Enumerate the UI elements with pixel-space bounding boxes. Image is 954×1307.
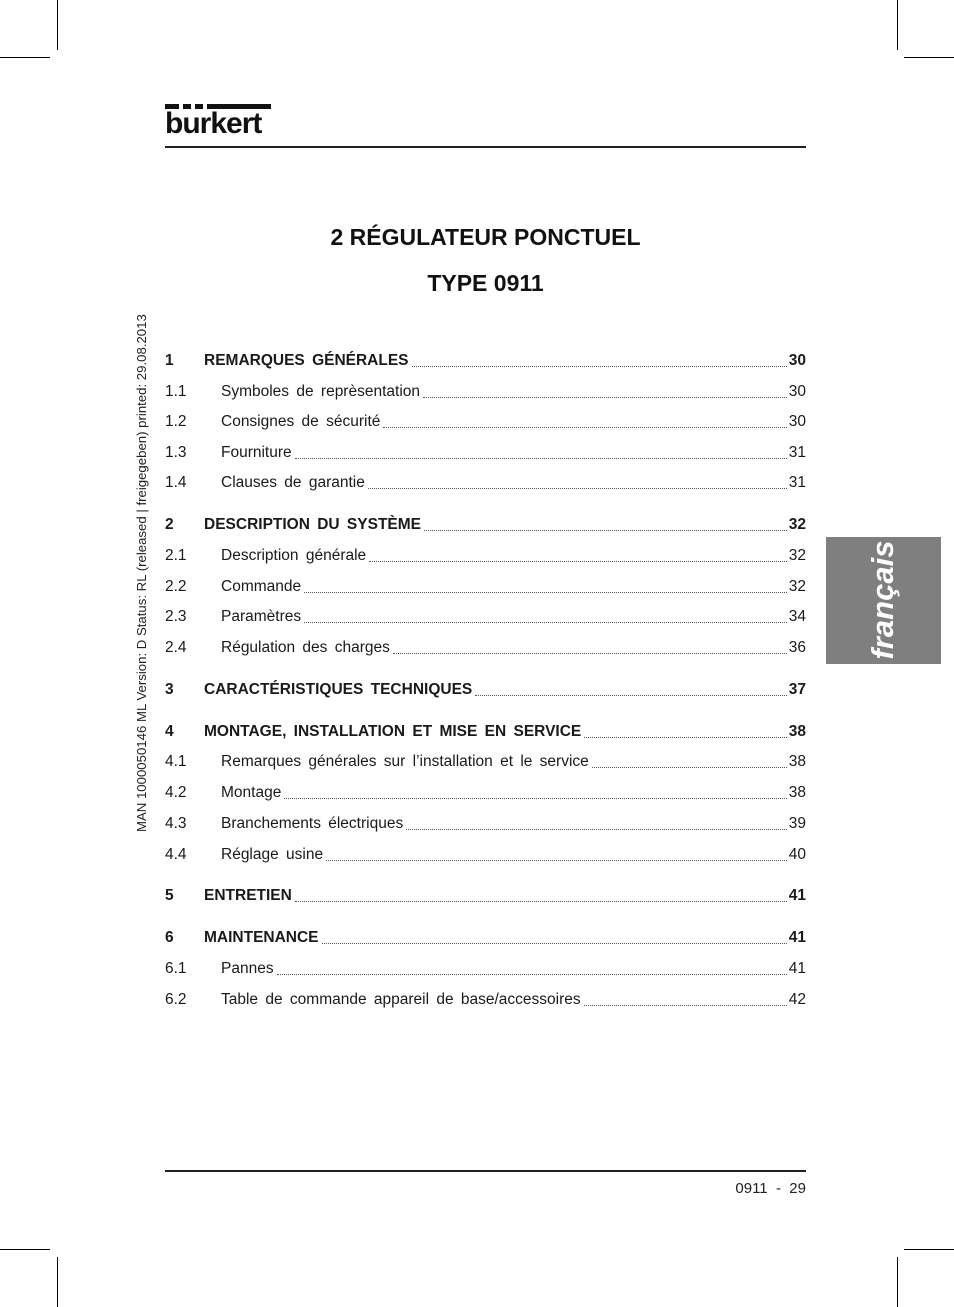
toc-leader-dots: [475, 694, 787, 696]
toc-entry-number: 6: [165, 929, 174, 946]
toc-entry-page: 30: [788, 383, 806, 400]
toc-entry-page: 39: [788, 815, 806, 832]
toc-entry[interactable]: [165, 784, 806, 804]
toc-entry-label: Pannes: [221, 960, 274, 977]
toc-entry-number: 4.4: [165, 846, 187, 863]
toc-leader-dots: [406, 828, 787, 830]
toc-entry-page: 36: [788, 639, 806, 656]
toc-entry-number: 4.1: [165, 753, 187, 770]
toc-entry-page: 32: [788, 547, 806, 564]
toc-leader-dots: [584, 1004, 787, 1006]
toc-entry-number: 2.4: [165, 639, 187, 656]
toc-entry-page: 40: [788, 846, 806, 863]
toc-entry-number: 4.2: [165, 784, 187, 801]
toc-entry-number: 2.1: [165, 547, 187, 564]
toc-entry-label: Consignes de sécurité: [221, 413, 381, 430]
toc-entry-label: Remarques générales sur l’installation et le service: [221, 753, 589, 770]
crop-mark: [904, 1249, 954, 1250]
toc-entry-label: CARACTÉRISTIQUES TECHNIQUES: [204, 681, 473, 698]
toc-entry-number: 6.2: [165, 991, 187, 1008]
toc-leader-dots: [423, 396, 787, 398]
toc-entry-page: 41: [788, 929, 806, 946]
toc-entry[interactable]: [165, 578, 806, 598]
footer-rule: [165, 1170, 806, 1172]
toc-entry-page: 38: [788, 723, 806, 740]
toc-entry-page: 37: [788, 681, 806, 698]
toc-leader-dots: [424, 529, 787, 531]
crop-mark: [897, 0, 898, 50]
toc-entry-number: 2.2: [165, 578, 187, 595]
toc-entry[interactable]: [165, 383, 806, 403]
toc-entry-label: Table de commande appareil de base/accessoires: [221, 991, 581, 1008]
page-title: 2 RÉGULATEUR PONCTUEL: [330, 224, 641, 250]
toc-entry-label: Commande: [221, 578, 302, 595]
toc-entry[interactable]: [165, 474, 806, 494]
toc-leader-dots: [592, 766, 787, 768]
toc-leader-dots: [393, 652, 787, 654]
toc-entry-number: 3: [165, 681, 174, 698]
toc-leader-dots: [383, 426, 786, 428]
toc-leader-dots: [412, 365, 787, 367]
brand-logo: [165, 104, 275, 140]
toc-entry[interactable]: [165, 991, 806, 1011]
toc-leader-dots: [284, 797, 786, 799]
toc-entry[interactable]: [165, 681, 806, 701]
page-subtitle: TYPE 0911: [427, 270, 544, 296]
toc-entry-number: 2: [165, 516, 174, 533]
toc-leader-dots: [295, 457, 787, 459]
crop-mark: [904, 57, 954, 58]
toc-entry-number: 6.1: [165, 960, 187, 977]
toc-entry[interactable]: [165, 639, 806, 659]
toc-entry[interactable]: [165, 516, 806, 536]
logo-text: burkert: [165, 107, 262, 140]
toc-entry[interactable]: [165, 608, 806, 628]
toc-entry-label: MONTAGE, INSTALLATION ET MISE EN SERVICE: [204, 723, 582, 740]
toc-entry[interactable]: [165, 846, 806, 866]
toc-entry-number: 1.1: [165, 383, 187, 400]
crop-mark: [0, 57, 50, 58]
toc-entry-label: Clauses de garantie: [221, 474, 365, 491]
toc-entry[interactable]: [165, 815, 806, 835]
toc-entry[interactable]: [165, 413, 806, 433]
toc-entry-page: 32: [788, 578, 806, 595]
toc-leader-dots: [304, 591, 787, 593]
toc-entry-page: 41: [788, 960, 806, 977]
toc-entry-label: Fourniture: [221, 444, 292, 461]
toc-entry-label: REMARQUES GÉNÉRALES: [204, 352, 409, 369]
toc-entry-number: 4: [165, 723, 174, 740]
toc-entry-number: 1: [165, 352, 174, 369]
toc-entry[interactable]: [165, 929, 806, 949]
toc-entry-page: 30: [788, 413, 806, 430]
toc-entry-label: Montage: [221, 784, 282, 801]
crop-mark: [57, 0, 58, 50]
toc-entry-page: 30: [788, 352, 806, 369]
toc-leader-dots: [368, 487, 787, 489]
toc-entry-label: MAINTENANCE: [204, 929, 319, 946]
toc-leader-dots: [369, 560, 787, 562]
toc-entry-label: Réglage usine: [221, 846, 324, 863]
toc-entry-page: 38: [788, 753, 806, 770]
toc-entry[interactable]: [165, 960, 806, 980]
toc-leader-dots: [584, 736, 786, 738]
toc-entry-page: 32: [788, 516, 806, 533]
toc-entry-label: Paramètres: [221, 608, 302, 625]
toc-leader-dots: [322, 942, 787, 944]
toc-entry-number: 2.3: [165, 608, 187, 625]
side-print-info: MAN 1000050146 ML Version: D Status: RL (released | freigegeben) printed: 29.08.2013: [134, 314, 149, 832]
toc-entry[interactable]: [165, 723, 806, 743]
toc-entry[interactable]: [165, 887, 806, 907]
toc-entry-number: 1.4: [165, 474, 187, 491]
toc-entry[interactable]: [165, 547, 806, 567]
page-number: 0911 - 29: [735, 1180, 806, 1197]
toc-entry-label: Régulation des charges: [221, 639, 390, 656]
toc-leader-dots: [277, 973, 787, 975]
toc-entry-page: 42: [788, 991, 806, 1008]
toc-entry-label: DESCRIPTION DU SYSTÈME: [204, 516, 421, 533]
toc-entry-label: Symboles de reprèsentation: [221, 383, 421, 400]
toc-entry[interactable]: [165, 352, 806, 372]
language-tab: [826, 537, 941, 664]
language-tab-label: français: [865, 540, 900, 660]
toc-entry[interactable]: [165, 753, 806, 773]
toc-entry-page: 34: [788, 608, 806, 625]
toc-leader-dots: [304, 621, 787, 623]
toc-entry-page: 38: [788, 784, 806, 801]
toc-entry-page: 31: [788, 474, 806, 491]
toc-entry-number: 1.3: [165, 444, 187, 461]
crop-mark: [57, 1257, 58, 1307]
crop-mark: [897, 1257, 898, 1307]
toc-entry-label: Description générale: [221, 547, 367, 564]
toc-leader-dots: [295, 900, 787, 902]
toc-leader-dots: [326, 859, 787, 861]
header-rule: [165, 146, 806, 148]
toc-entry-number: 5: [165, 887, 174, 904]
toc-entry-page: 41: [788, 887, 806, 904]
toc-entry[interactable]: [165, 444, 806, 464]
toc-entry-label: ENTRETIEN: [204, 887, 292, 904]
toc-entry-page: 31: [788, 444, 806, 461]
toc-entry-number: 1.2: [165, 413, 187, 430]
toc-entry-label: Branchements électriques: [221, 815, 404, 832]
toc-entry-number: 4.3: [165, 815, 187, 832]
crop-mark: [0, 1249, 50, 1250]
